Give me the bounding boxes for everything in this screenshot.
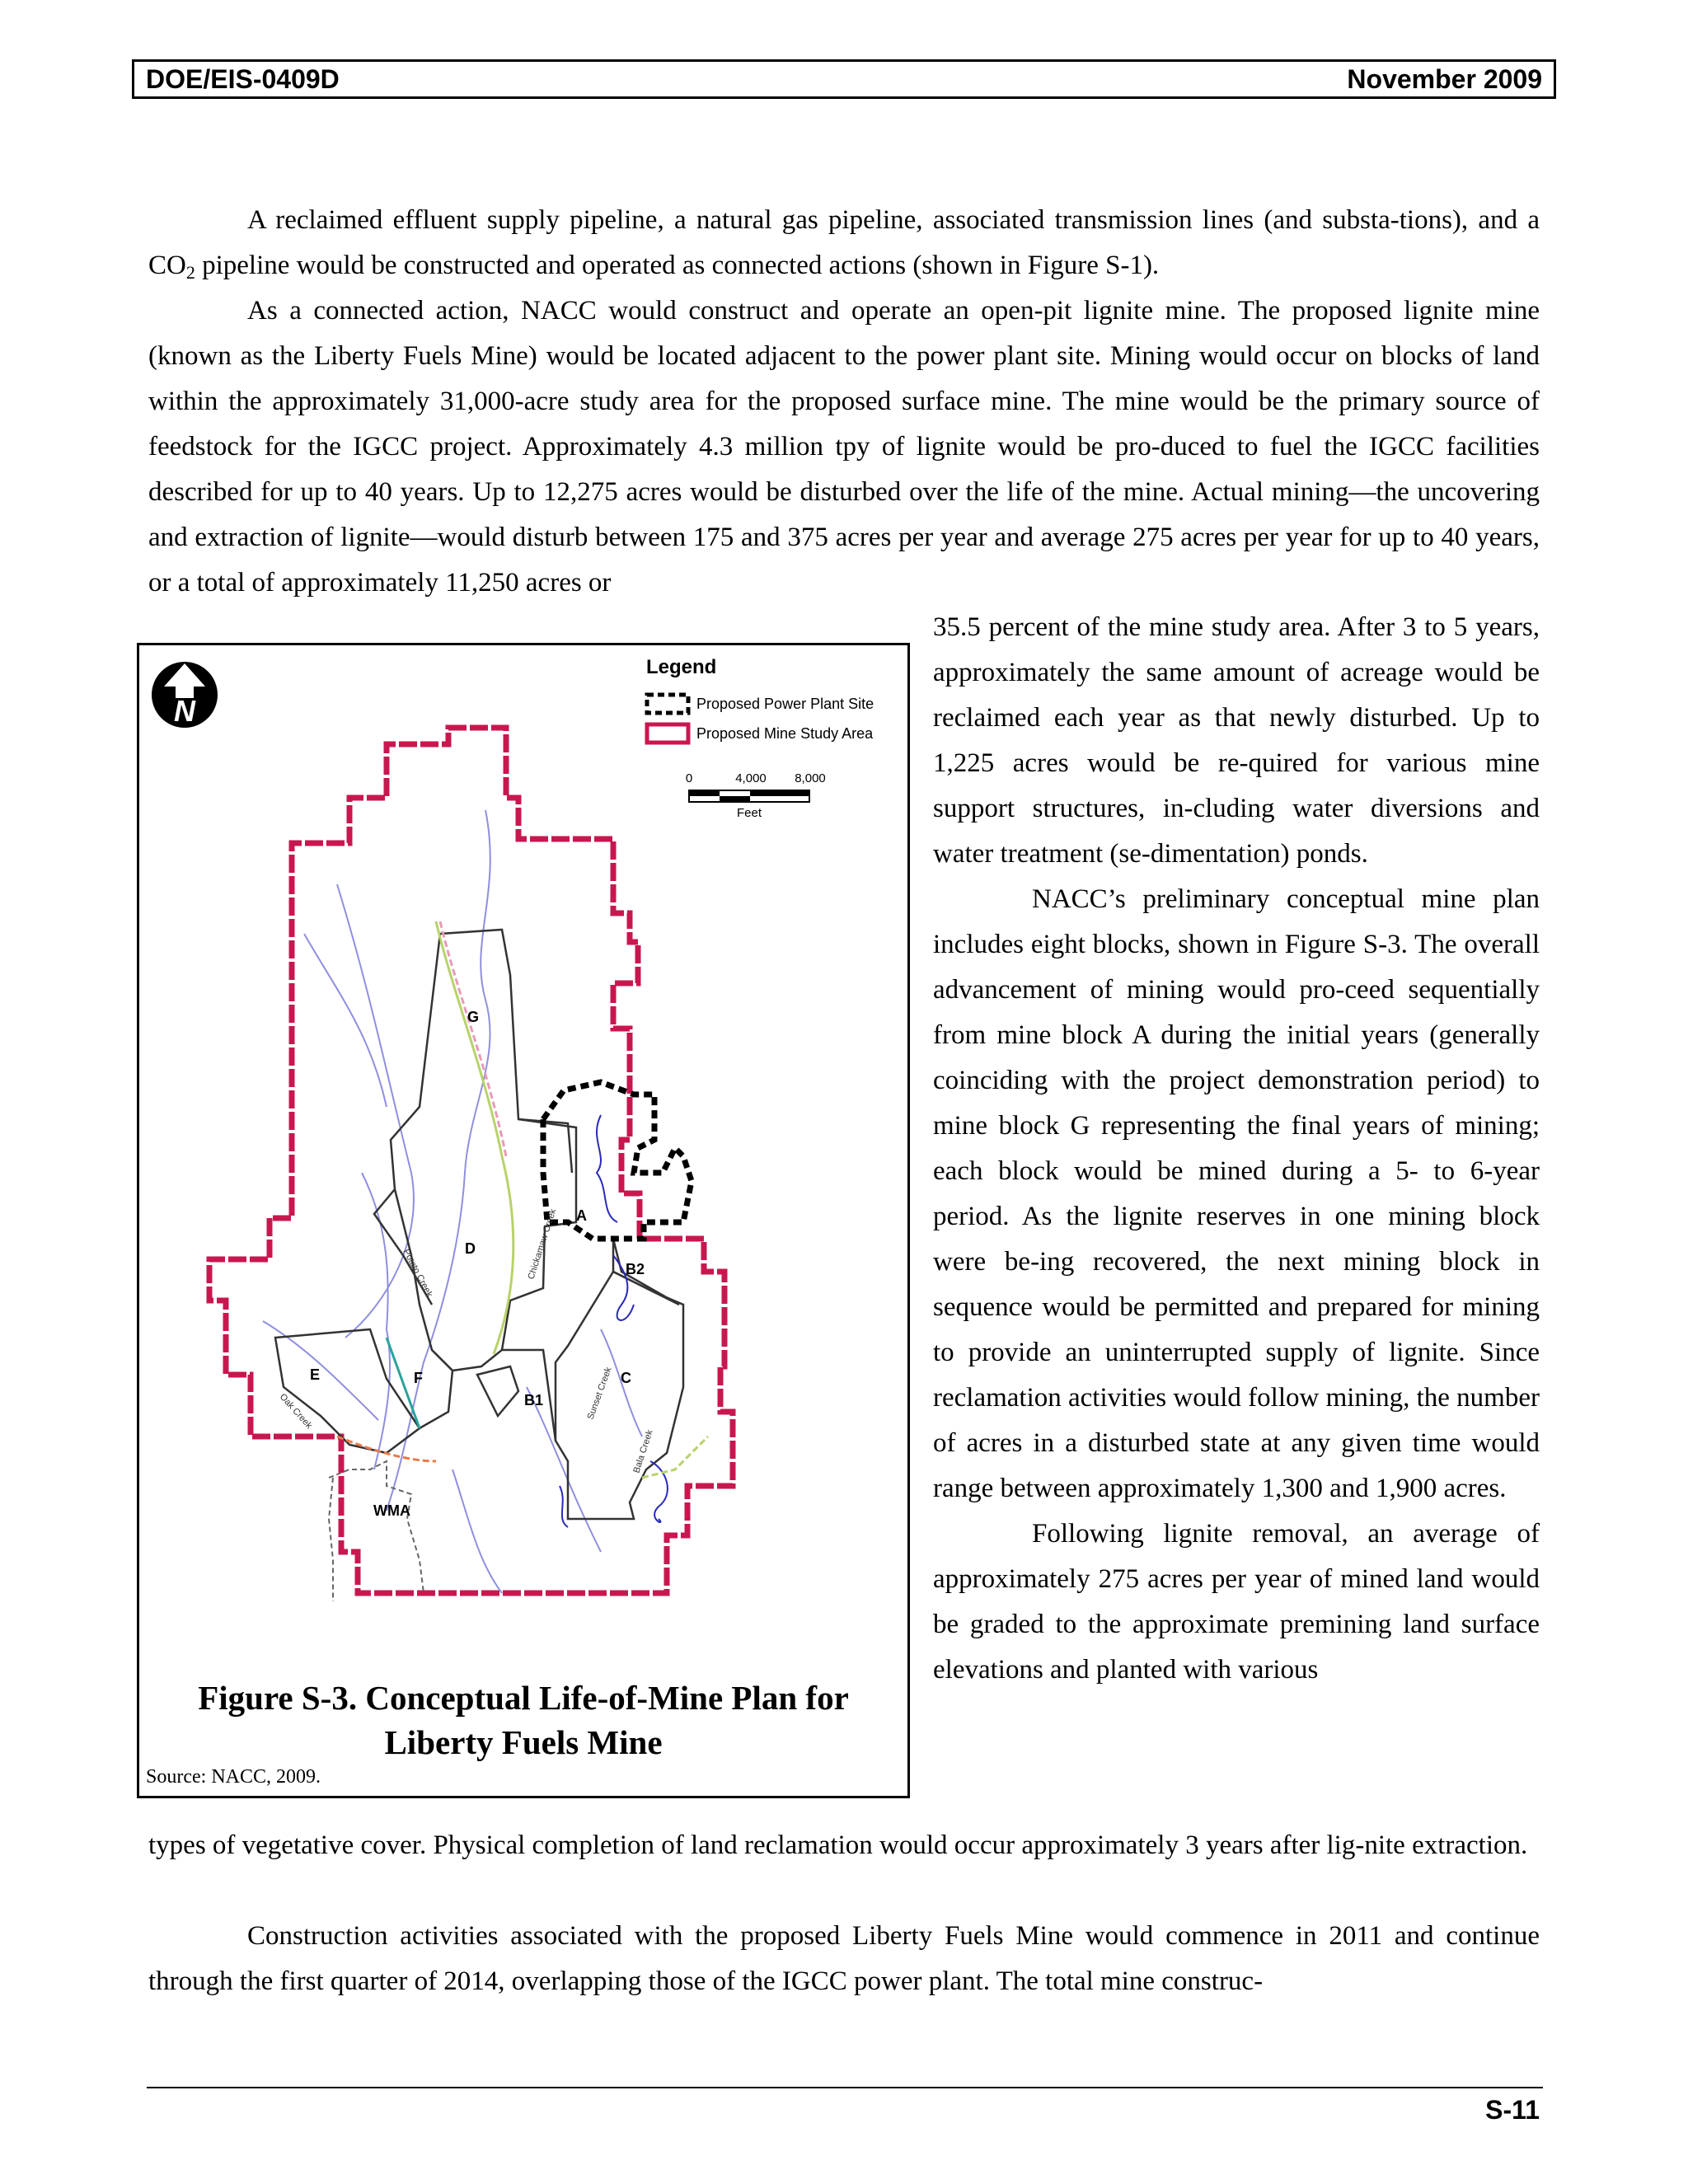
- creek-label-potato: Potato Creek: [401, 1247, 435, 1300]
- block-label-c: C: [621, 1370, 631, 1386]
- scale-label-0: 0: [685, 771, 693, 785]
- block-label-d: D: [465, 1240, 476, 1257]
- paragraph-5: Construction activities associated with the proposed Liberty Fuels Mine would commence in 2011 and continue through the first quarter of 2014, overlapping those of the IGCC power plant. The total mine construc-: [148, 1921, 1540, 1996]
- power-plant-site-boundary: [543, 1082, 692, 1239]
- corridor-lines: [337, 921, 708, 1478]
- paragraph-4-rest: types of vegetative cover. Physical completion of land reclamation would occur approximately 3 years after lig-nite extraction.: [148, 1830, 1528, 1860]
- block-b1-pond: [477, 1366, 518, 1416]
- creek-label-sunset: Sunset Creek: [585, 1366, 614, 1422]
- legend-plant-site-label: Proposed Power Plant Site: [696, 696, 874, 712]
- block-label-b2: B2: [626, 1261, 645, 1277]
- mine-blocks: [275, 930, 683, 1519]
- block-label-f: F: [414, 1370, 423, 1386]
- block-label-b1: B1: [524, 1392, 544, 1408]
- paragraph-2: As a connected action, NACC would construct and operate an open-pit lignite mine. The proposed lignite mine (known as the Liberty Fuels Mine) would be located adjacent to the power plant site. Mining would occur on blocks of land within the approximately 31,000-acre study area for the proposed surface mine. The mine would be the primary source of feedstock for the IGCC project. Approximately 4.3 million tpy of lignite would be pro-duced to fuel the IGCC facilities described for up to 40 years. Up to 12,275 acres would be disturbed over the life of the mine. Actual mining—the uncovering and extraction of lignite—would disturb between 175 and 375 acres per year and average 275 acres per year for up to 40 years, or a total of approximately 11,250 acres or: [148, 296, 1540, 598]
- paragraph-4-start: Following lignite removal, an average of approximately 275 acres per year of mined land would be graded to the approximate premining land surface elevations and planted with various: [933, 1519, 1540, 1685]
- wrap-column: [933, 605, 1540, 1693]
- north-arrow-icon: [152, 662, 218, 728]
- figure-caption: [139, 1675, 907, 1765]
- block-label-e: E: [310, 1366, 321, 1383]
- block-label-wma: WMA: [373, 1502, 410, 1519]
- footer-rule: [147, 2087, 1543, 2088]
- legend-plant-site-swatch: [647, 695, 688, 713]
- scale-label-4000: 4,000: [735, 771, 767, 785]
- paragraph-1-text-a: A reclaimed effluent supply pipeline, a natural gas pipeline, associated transmission lines (and substa-tions), and a CO: [148, 205, 1540, 280]
- legend-study-area-swatch: [647, 724, 688, 743]
- creek-label-bala: Bala Creek: [631, 1428, 655, 1474]
- legend-study-area-label: Proposed Mine Study Area: [696, 725, 874, 742]
- doc-id: DOE/EIS-0409D: [146, 63, 340, 94]
- doc-date: November 2009: [1347, 63, 1542, 94]
- creek-label-oak: Oak Creek: [277, 1391, 314, 1432]
- scale-bar: [689, 790, 809, 802]
- co2-subscript: 2: [185, 262, 195, 283]
- block-label-a: A: [576, 1207, 587, 1224]
- paragraph-1-text-b: pipeline would be constructed and operated as connected actions (shown in Figure S-1).: [195, 251, 1160, 280]
- paragraph-3: NACC’s preliminary conceptual mine plan includes eight blocks, shown in Figure S-3. The overall advancement of mining would pro-ceed sequentially from mine block A during the initial years (generally coinciding with the project demonstration period) to mine block G representing the final years of mining; each block would be mined during a 5- to 6-year period. As the lignite reserves in one mining block were be-ing recovered, the next mining block in sequence would be permitted and prepared for mining to provide an uninterrupted supply of lignite. Since reclamation activities would follow mining, the number of acres in a disturbed state at any given time would range between approximately 1,300 and 1,900 acres.: [933, 884, 1540, 1503]
- block-label-g: G: [467, 1009, 480, 1025]
- paragraph-1: [148, 198, 1540, 288]
- north-letter: N: [174, 694, 195, 728]
- paragraph-2-continued: 35.5 percent of the mine study area. After 3 to 5 years, approximately the same amount of acreage would be reclaimed each year as that newly disturbed. Up to 1,225 acres would be re-quired for various mine support structures, in-cluding water diversions and water treatment (se-dimentation) ponds.: [933, 612, 1540, 869]
- figure-source: Source: NACC, 2009.: [146, 1766, 321, 1788]
- block-g: [391, 930, 576, 1371]
- scale-unit: Feet: [736, 806, 762, 820]
- page-header: [132, 59, 1556, 99]
- creek-lines: [263, 810, 642, 1593]
- figure-caption-line-1: Figure S-3. Conceptual Life-of-Mine Plan for: [198, 1679, 849, 1717]
- scale-label-8000: 8,000: [795, 771, 826, 785]
- page-number: S-11: [1485, 2095, 1540, 2125]
- legend-title: Legend: [646, 656, 717, 678]
- mine-plan-map: [139, 645, 907, 1667]
- creek-label-chickamaw: Chickamaw Creek: [526, 1207, 559, 1281]
- figure-s3: [137, 643, 910, 1798]
- figure-caption-line-2: Liberty Fuels Mine: [384, 1723, 663, 1761]
